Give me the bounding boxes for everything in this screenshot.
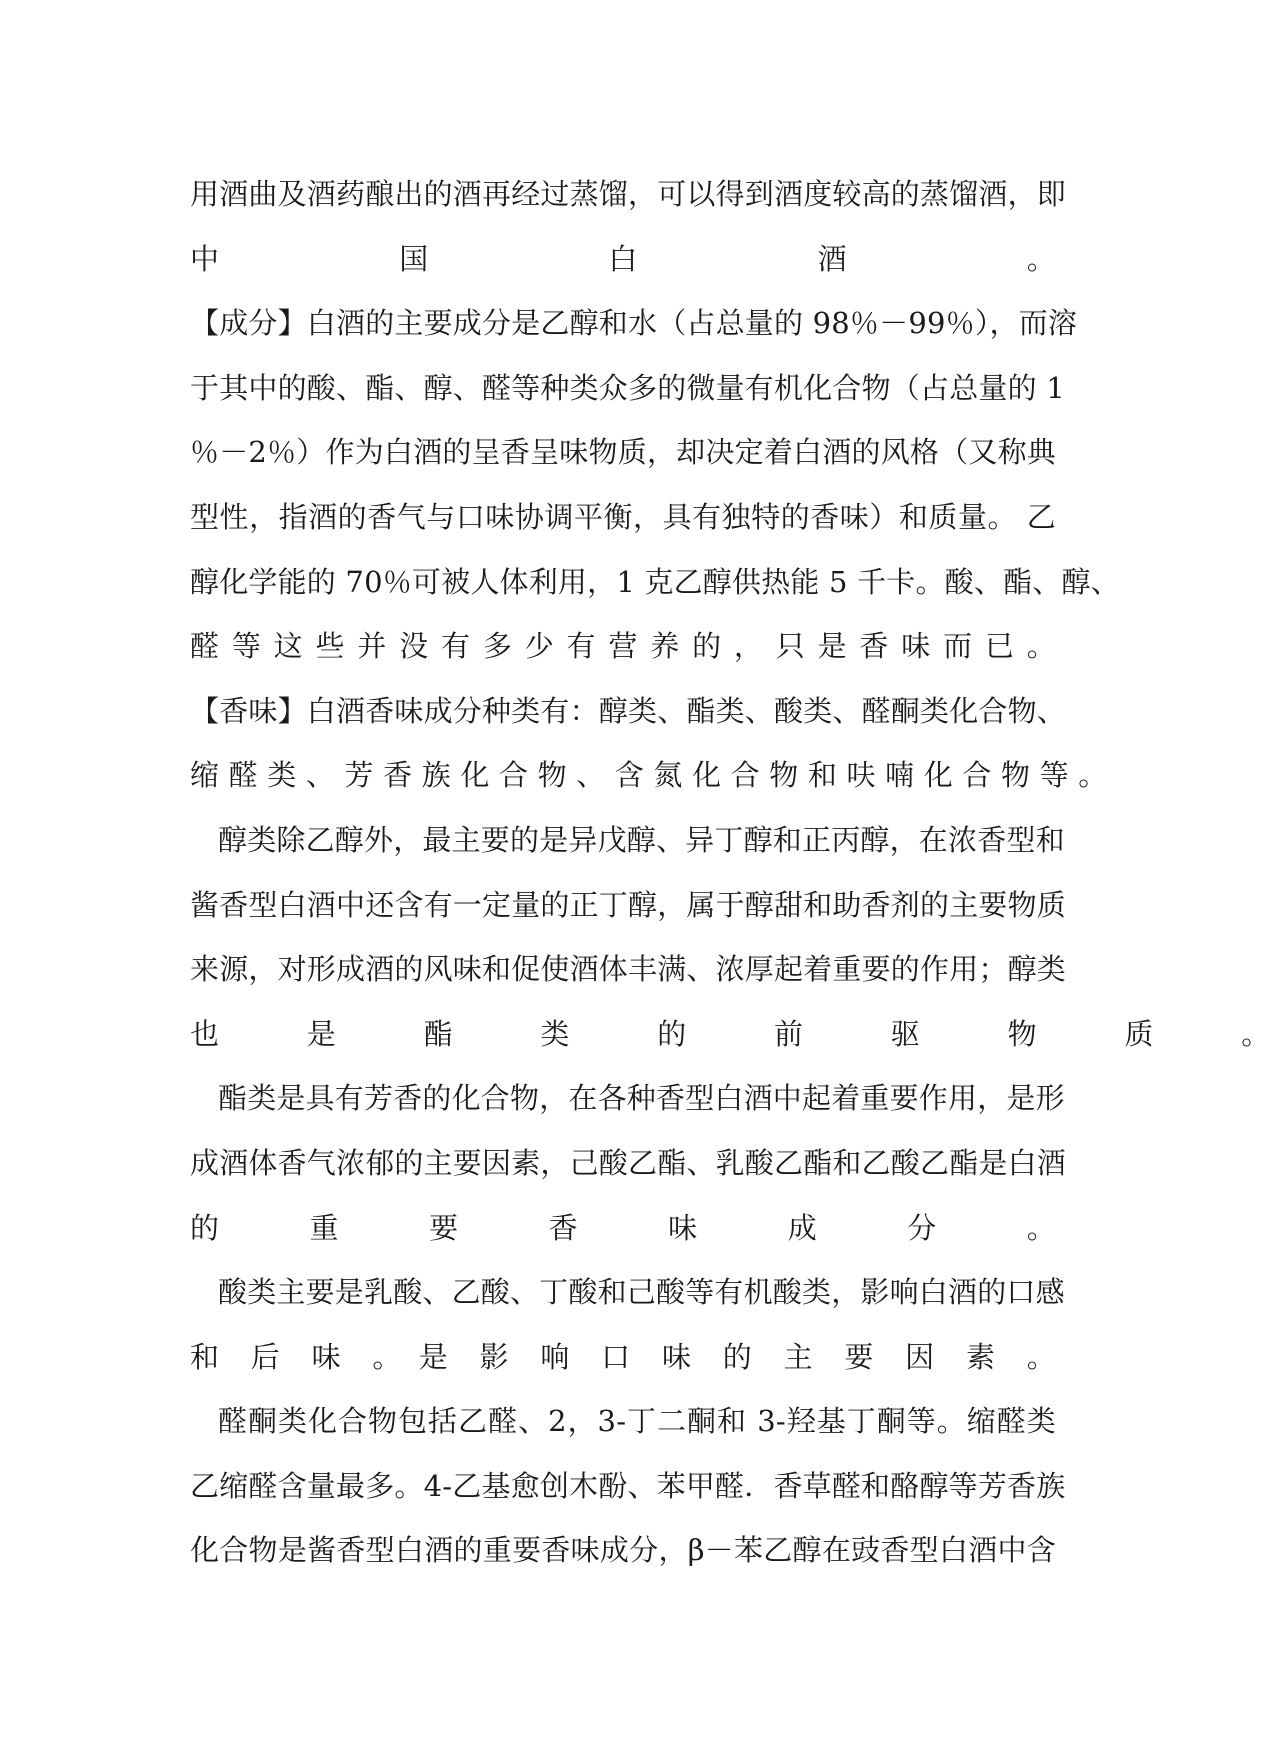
text-line: 于其中的酸、酯、醇、醛等种类众多的微量有机化合物（占总量的 1 [190,370,1065,405]
text-line: 化合物是酱香型白酒的重要香味成分，β－苯乙醇在豉香型白酒中含 [190,1533,1056,1568]
text-line: 也 是 酯 类 的 前 驱 物 质 。 [190,1016,1270,1051]
text-line: 乙缩醛含量最多。4-乙基愈创木酚、苯甲醛．香草醛和酪醇等芳香族 [190,1468,1066,1503]
text-line: 醛酮类化合物包括乙醛、2，3-丁二酮和 3-羟基丁酮等。缩醛类 [218,1404,1056,1439]
text-line: 缩 醛 类 、 芳 香 族 化 合 物 、 含 氮 化 合 物 和 呋 喃 化 合 物 等 。 [190,758,1108,793]
text-line: 醛 等 这 些 并 没 有 多 少 有 营 养 的 ， 只 是 香 味 而 已 。 [190,629,1056,664]
text-line: 【成分】白酒的主要成分是乙醇和水（占总量的 98％－99％），而溶 [190,306,1078,341]
text-line: 醇类除乙醇外，最主要的是异戊醇、异丁醇和正丙醇，在浓香型和 [218,822,1065,857]
body-text [190,162,1270,1583]
text-line: 成酒体香气浓郁的主要因素，己酸乙酯、乳酸乙酯和乙酸乙酯是白酒 [190,1145,1067,1180]
text-line: 和 后 味 。 是 影 响 口 味 的 主 要 因 素 。 [190,1339,1056,1374]
text-line: 中 国 白 酒 。 [190,241,1056,276]
text-line: 用酒曲及酒药酿出的酒再经过蒸馏，可以得到酒度较高的蒸馏酒，即 [190,177,1067,211]
text-line: 酸类主要是乳酸、乙酸、丁酸和己酸等有机酸类，影响白酒的口感 [218,1275,1065,1310]
text-line: 的 重 要 香 味 成 分 。 [190,1210,1056,1245]
text-line: 型性，指酒的香气与口味协调平衡，具有独特的香味）和质量。 乙 [190,499,1056,534]
text-line: ％－2％）作为白酒的呈香呈味物质，却决定着白酒的风格（又称典 [190,435,1056,470]
text-line: 来源，对形成酒的风味和促使酒体丰满、浓厚起着重要的作用；醇类 [190,952,1067,987]
text-line: 【香味】白酒香味成分种类有：醇类、酯类、酸类、醛酮类化合物、 [190,693,1067,728]
text-line: 酯类是具有芳香的化合物，在各种香型白酒中起着重要作用，是形 [218,1081,1065,1116]
text-line: 酱香型白酒中还含有一定量的正丁醇，属于醇甜和助香剂的主要物质 [190,887,1067,922]
text-line: 醇化学能的 70％可被人体利用，1 克乙醇供热能 5 千卡。酸、酯、醇、 [190,564,1120,599]
